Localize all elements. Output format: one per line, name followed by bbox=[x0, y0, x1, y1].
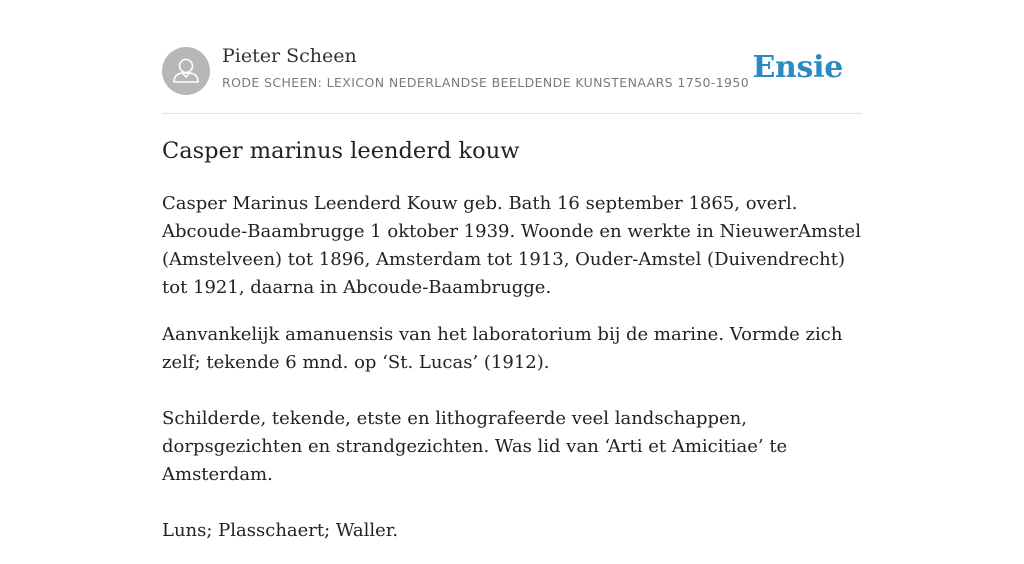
article-header bbox=[162, 0, 862, 114]
ensie-logo[interactable]: Ensie bbox=[752, 50, 843, 85]
paragraph-spacer bbox=[162, 489, 862, 517]
author-avatar[interactable] bbox=[162, 47, 210, 95]
page-container bbox=[162, 0, 862, 541]
article-paragraph: Aanvankelijk amanuensis van het laboratorium bij de marine. Vormde zich zelf; tekende 6 mnd. op ‘St. Lucas’ (1912). bbox=[162, 324, 843, 373]
source-title[interactable]: RODE SCHEEN: LEXICON NEDERLANDSE BEELDENDE KUNSTENAARS 1750-1950 bbox=[222, 75, 750, 90]
paragraph-spacer bbox=[162, 377, 862, 405]
author-name[interactable]: Pieter Scheen bbox=[222, 45, 357, 67]
article-body bbox=[162, 190, 862, 564]
article-title: Casper marinus leenderd kouw bbox=[162, 138, 520, 164]
article-paragraph: Casper Marinus Leenderd Kouw geb. Bath 16 september 1865, overl. Abcoude-Baambrugge 1 oktober 1939. Woonde en werkte in NieuwerAmstel (Amstelveen) tot 1896, Amsterdam tot 1913, Ouder-Amstel (Duivendrecht) tot 1921, daarna in Abcoude-Baambrugge. bbox=[162, 193, 861, 298]
article-paragraph: Schilderde, tekende, etste en lithografeerde veel landschappen, dorpsgezichten en strandgezichten. Was lid van ‘Arti et Amicitiae’ te Amsterdam. bbox=[162, 408, 788, 485]
article-paragraph: Luns; Plasschaert; Waller. bbox=[162, 520, 399, 541]
user-icon bbox=[162, 47, 210, 95]
